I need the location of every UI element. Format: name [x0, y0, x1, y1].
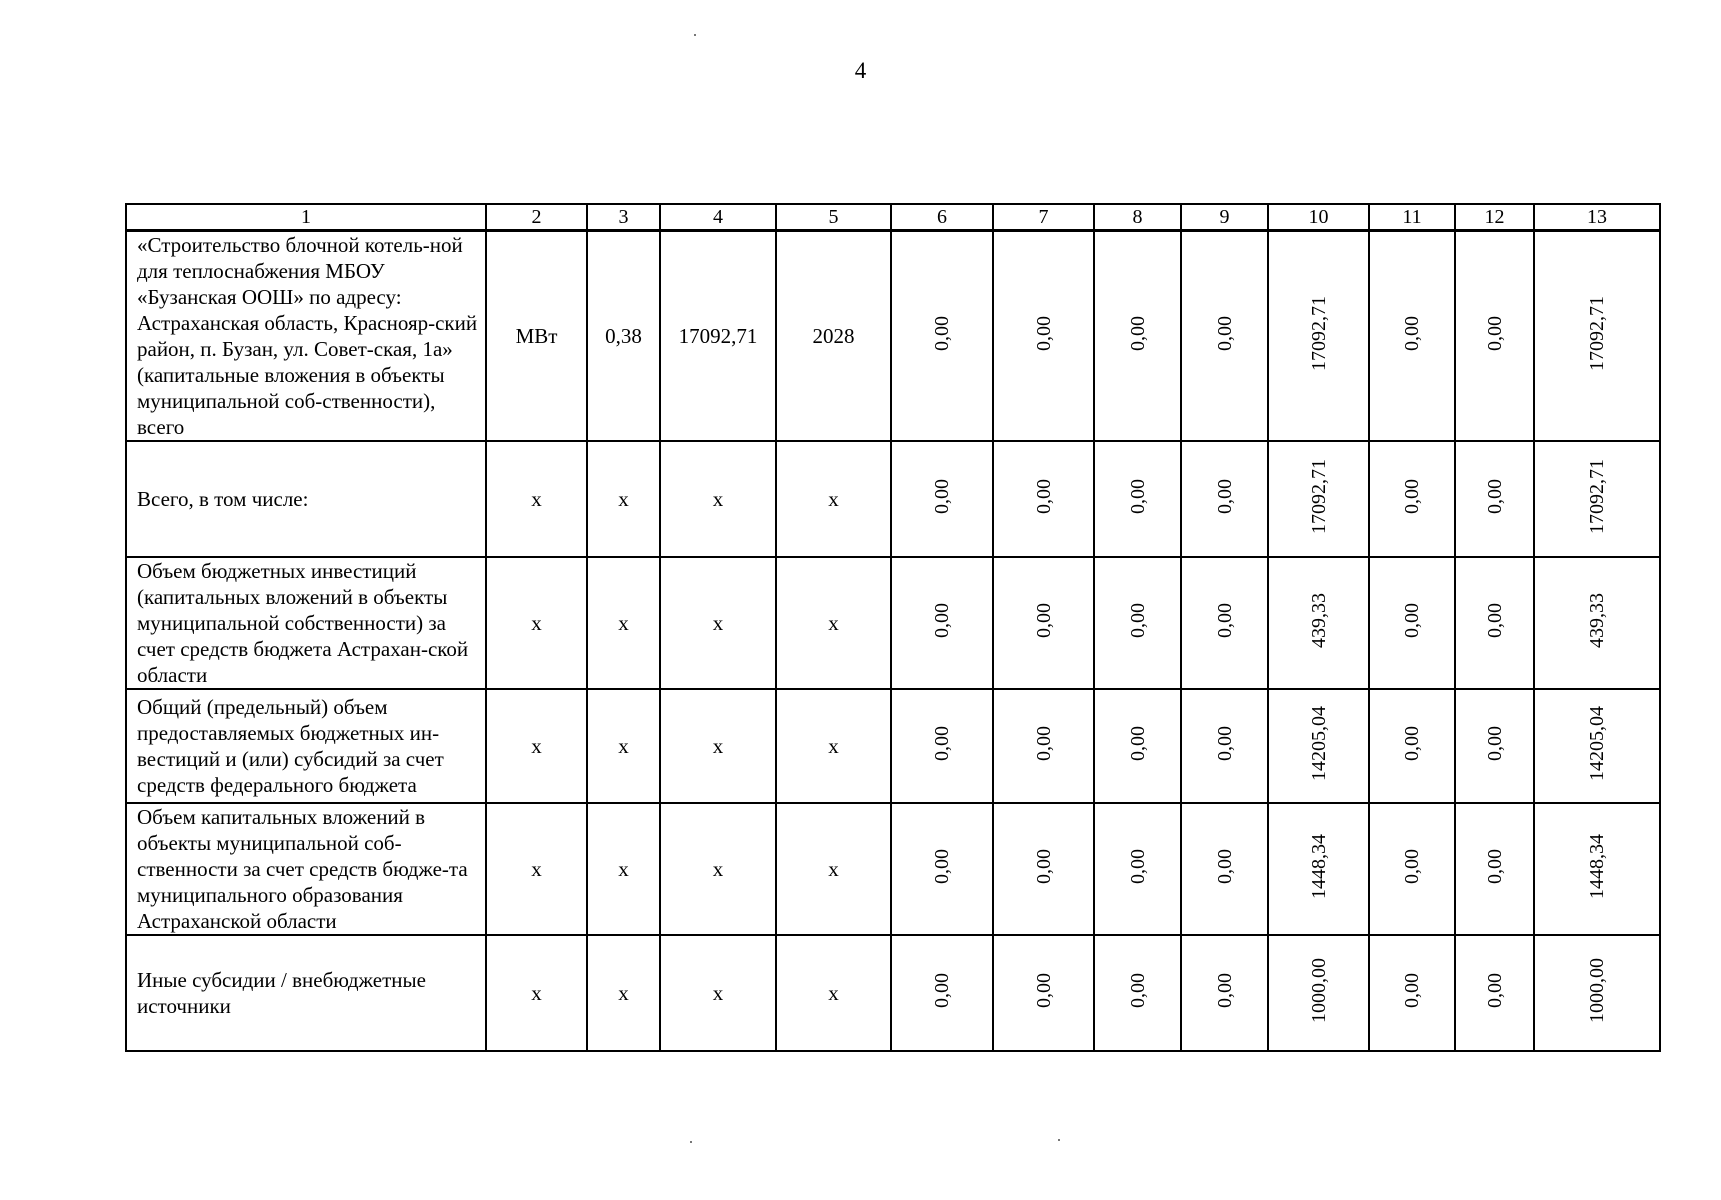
amount-value: 14205,04 — [1586, 705, 1608, 781]
row-capacity: x — [587, 803, 660, 935]
amount-cell-col-10 — [1268, 231, 1369, 442]
row-capacity: x — [587, 689, 660, 803]
amount-cell-col-9 — [1181, 935, 1268, 1051]
amount-value: 0,00 — [1401, 478, 1423, 514]
amount-value: 14205,04 — [1307, 705, 1330, 781]
amount-cell-col-11 — [1369, 935, 1455, 1051]
amount-cell-col-11 — [1369, 557, 1455, 689]
amount-value: 0,00 — [1483, 315, 1506, 351]
amount-cell-col-10 — [1268, 935, 1369, 1051]
amount-value: 0,00 — [1213, 478, 1236, 514]
amount-value: 1000,00 — [1307, 957, 1330, 1023]
budget-investment-table — [125, 203, 1661, 1052]
row-description: Общий (предельный) объем предоставляемых бюджетных ин-вестиций и (или) субсидий за счет средств федерального бюджета — [126, 689, 486, 803]
column-number-3: 3 — [587, 204, 660, 231]
row-unit: x — [486, 935, 587, 1051]
row-cost: x — [660, 441, 776, 557]
amount-value: 0,00 — [1401, 602, 1423, 638]
amount-cell-col-13 — [1534, 441, 1660, 557]
amount-value: 439,33 — [1586, 592, 1608, 648]
amount-cell-col-12 — [1455, 231, 1534, 442]
amount-value: 0,00 — [1032, 848, 1055, 884]
amount-value: 0,00 — [1213, 848, 1236, 884]
amount-cell-col-6 — [891, 935, 993, 1051]
amount-cell-col-11 — [1369, 231, 1455, 442]
amount-value: 0,00 — [1483, 725, 1506, 761]
amount-cell-col-7 — [993, 441, 1094, 557]
amount-value: 0,00 — [1032, 972, 1055, 1008]
row-cost: x — [660, 689, 776, 803]
amount-cell-col-8 — [1094, 441, 1181, 557]
amount-value: 1448,34 — [1307, 833, 1330, 899]
amount-cell-col-9 — [1181, 441, 1268, 557]
column-number-1: 1 — [126, 204, 486, 231]
amount-value: 17092,71 — [1307, 458, 1330, 534]
column-number-12: 12 — [1455, 204, 1534, 231]
row-capacity: x — [587, 935, 660, 1051]
amount-value: 0,00 — [1483, 478, 1506, 514]
amount-cell-col-11 — [1369, 441, 1455, 557]
amount-cell-col-7 — [993, 803, 1094, 935]
amount-cell-col-10 — [1268, 557, 1369, 689]
amount-cell-col-13 — [1534, 557, 1660, 689]
column-number-8: 8 — [1094, 204, 1181, 231]
amount-cell-col-6 — [891, 803, 993, 935]
row-unit: МВт — [486, 231, 587, 442]
scan-speck — [694, 34, 696, 36]
amount-cell-col-8 — [1094, 935, 1181, 1051]
amount-value: 0,00 — [1213, 315, 1236, 351]
amount-value: 439,33 — [1307, 592, 1330, 648]
row-capacity: x — [587, 441, 660, 557]
amount-value: 17092,71 — [1586, 458, 1608, 534]
table-row — [126, 689, 1660, 803]
row-description: Объем капитальных вложений в объекты муниципальной соб-ственности за счет средств бюдже-та муниципального образования Астраханской области — [126, 803, 486, 935]
amount-value: 0,00 — [931, 972, 953, 1008]
amount-cell-col-12 — [1455, 935, 1534, 1051]
row-description: «Строительство блочной котель-ной для теплоснабжения МБОУ «Бузанская ООШ» по адресу: Астраханская область, Краснояр-ский район, п. Бузан, ул. Совет-ская, 1а» (капитальные вложения в объекты муниципальной соб-ственности), всего — [126, 231, 486, 442]
amount-value: 0,00 — [1213, 602, 1236, 638]
amount-value: 0,00 — [931, 725, 953, 761]
row-unit: x — [486, 803, 587, 935]
row-year: x — [776, 935, 891, 1051]
amount-value: 0,00 — [1032, 602, 1055, 638]
amount-value: 0,00 — [1213, 725, 1236, 761]
row-description: Объем бюджетных инвестиций (капитальных вложений в объекты муниципальной собственности) за счет средств бюджета Астрахан-ской области — [126, 557, 486, 689]
amount-cell-col-6 — [891, 689, 993, 803]
column-number-7: 7 — [993, 204, 1094, 231]
amount-value: 0,00 — [1126, 315, 1149, 351]
amount-value: 0,00 — [1213, 972, 1236, 1008]
table-row — [126, 441, 1660, 557]
amount-cell-col-9 — [1181, 803, 1268, 935]
column-number-10: 10 — [1268, 204, 1369, 231]
amount-value: 0,00 — [1126, 725, 1149, 761]
amount-value: 0,00 — [931, 478, 953, 514]
amount-cell-col-12 — [1455, 803, 1534, 935]
amount-cell-col-12 — [1455, 441, 1534, 557]
table-row — [126, 803, 1660, 935]
amount-value: 0,00 — [1126, 848, 1149, 884]
page-number: 4 — [854, 58, 867, 83]
amount-value: 0,00 — [1483, 848, 1506, 884]
row-capacity: 0,38 — [587, 231, 660, 442]
amount-value: 0,00 — [1483, 972, 1506, 1008]
amount-value: 0,00 — [1032, 315, 1055, 351]
row-year: x — [776, 689, 891, 803]
amount-cell-col-10 — [1268, 803, 1369, 935]
column-number-13: 13 — [1534, 204, 1660, 231]
row-cost: x — [660, 935, 776, 1051]
amount-cell-col-6 — [891, 231, 993, 442]
amount-value: 0,00 — [931, 848, 953, 884]
column-number-9: 9 — [1181, 204, 1268, 231]
amount-value: 0,00 — [1126, 972, 1149, 1008]
row-capacity: x — [587, 557, 660, 689]
amount-cell-col-6 — [891, 557, 993, 689]
amount-value: 1448,34 — [1586, 833, 1608, 899]
table-row — [126, 557, 1660, 689]
column-number-4: 4 — [660, 204, 776, 231]
amount-cell-col-13 — [1534, 803, 1660, 935]
amount-cell-col-8 — [1094, 689, 1181, 803]
table-row — [126, 935, 1660, 1051]
row-cost: 17092,71 — [660, 231, 776, 442]
amount-cell-col-13 — [1534, 689, 1660, 803]
row-cost: x — [660, 803, 776, 935]
amount-cell-col-9 — [1181, 689, 1268, 803]
amount-value: 0,00 — [1126, 602, 1149, 638]
row-year: 2028 — [776, 231, 891, 442]
table-row — [126, 231, 1660, 442]
amount-cell-col-7 — [993, 935, 1094, 1051]
row-year: x — [776, 441, 891, 557]
amount-cell-col-9 — [1181, 557, 1268, 689]
amount-cell-col-12 — [1455, 557, 1534, 689]
amount-value: 0,00 — [1032, 478, 1055, 514]
amount-value: 0,00 — [1401, 972, 1423, 1008]
column-number-5: 5 — [776, 204, 891, 231]
column-number-row — [126, 204, 1660, 231]
column-number-6: 6 — [891, 204, 993, 231]
amount-value: 0,00 — [931, 315, 953, 351]
amount-value: 1000,00 — [1586, 957, 1608, 1023]
amount-value: 0,00 — [1401, 315, 1423, 351]
amount-value: 0,00 — [1126, 478, 1149, 514]
amount-cell-col-10 — [1268, 689, 1369, 803]
amount-cell-col-8 — [1094, 803, 1181, 935]
scan-speck — [690, 1141, 692, 1143]
row-year: x — [776, 803, 891, 935]
amount-value: 0,00 — [1483, 602, 1506, 638]
row-cost: x — [660, 557, 776, 689]
amount-cell-col-13 — [1534, 231, 1660, 442]
amount-cell-col-10 — [1268, 441, 1369, 557]
scan-speck — [1058, 1139, 1060, 1141]
row-unit: x — [486, 441, 587, 557]
row-year: x — [776, 557, 891, 689]
amount-value: 0,00 — [931, 602, 953, 638]
amount-value: 17092,71 — [1307, 295, 1330, 371]
amount-cell-col-8 — [1094, 231, 1181, 442]
row-description: Всего, в том числе: — [126, 441, 486, 557]
amount-cell-col-7 — [993, 689, 1094, 803]
amount-cell-col-12 — [1455, 689, 1534, 803]
amount-cell-col-6 — [891, 441, 993, 557]
amount-value: 0,00 — [1032, 725, 1055, 761]
column-number-2: 2 — [486, 204, 587, 231]
amount-value: 17092,71 — [1586, 295, 1608, 371]
amount-cell-col-8 — [1094, 557, 1181, 689]
amount-cell-col-7 — [993, 557, 1094, 689]
row-description: Иные субсидии / внебюджетные источники — [126, 935, 486, 1051]
amount-cell-col-9 — [1181, 231, 1268, 442]
amount-value: 0,00 — [1401, 725, 1423, 761]
amount-cell-col-13 — [1534, 935, 1660, 1051]
amount-cell-col-7 — [993, 231, 1094, 442]
amount-value: 0,00 — [1401, 848, 1423, 884]
row-unit: x — [486, 557, 587, 689]
column-number-11: 11 — [1369, 204, 1455, 231]
amount-cell-col-11 — [1369, 803, 1455, 935]
row-unit: x — [486, 689, 587, 803]
amount-cell-col-11 — [1369, 689, 1455, 803]
